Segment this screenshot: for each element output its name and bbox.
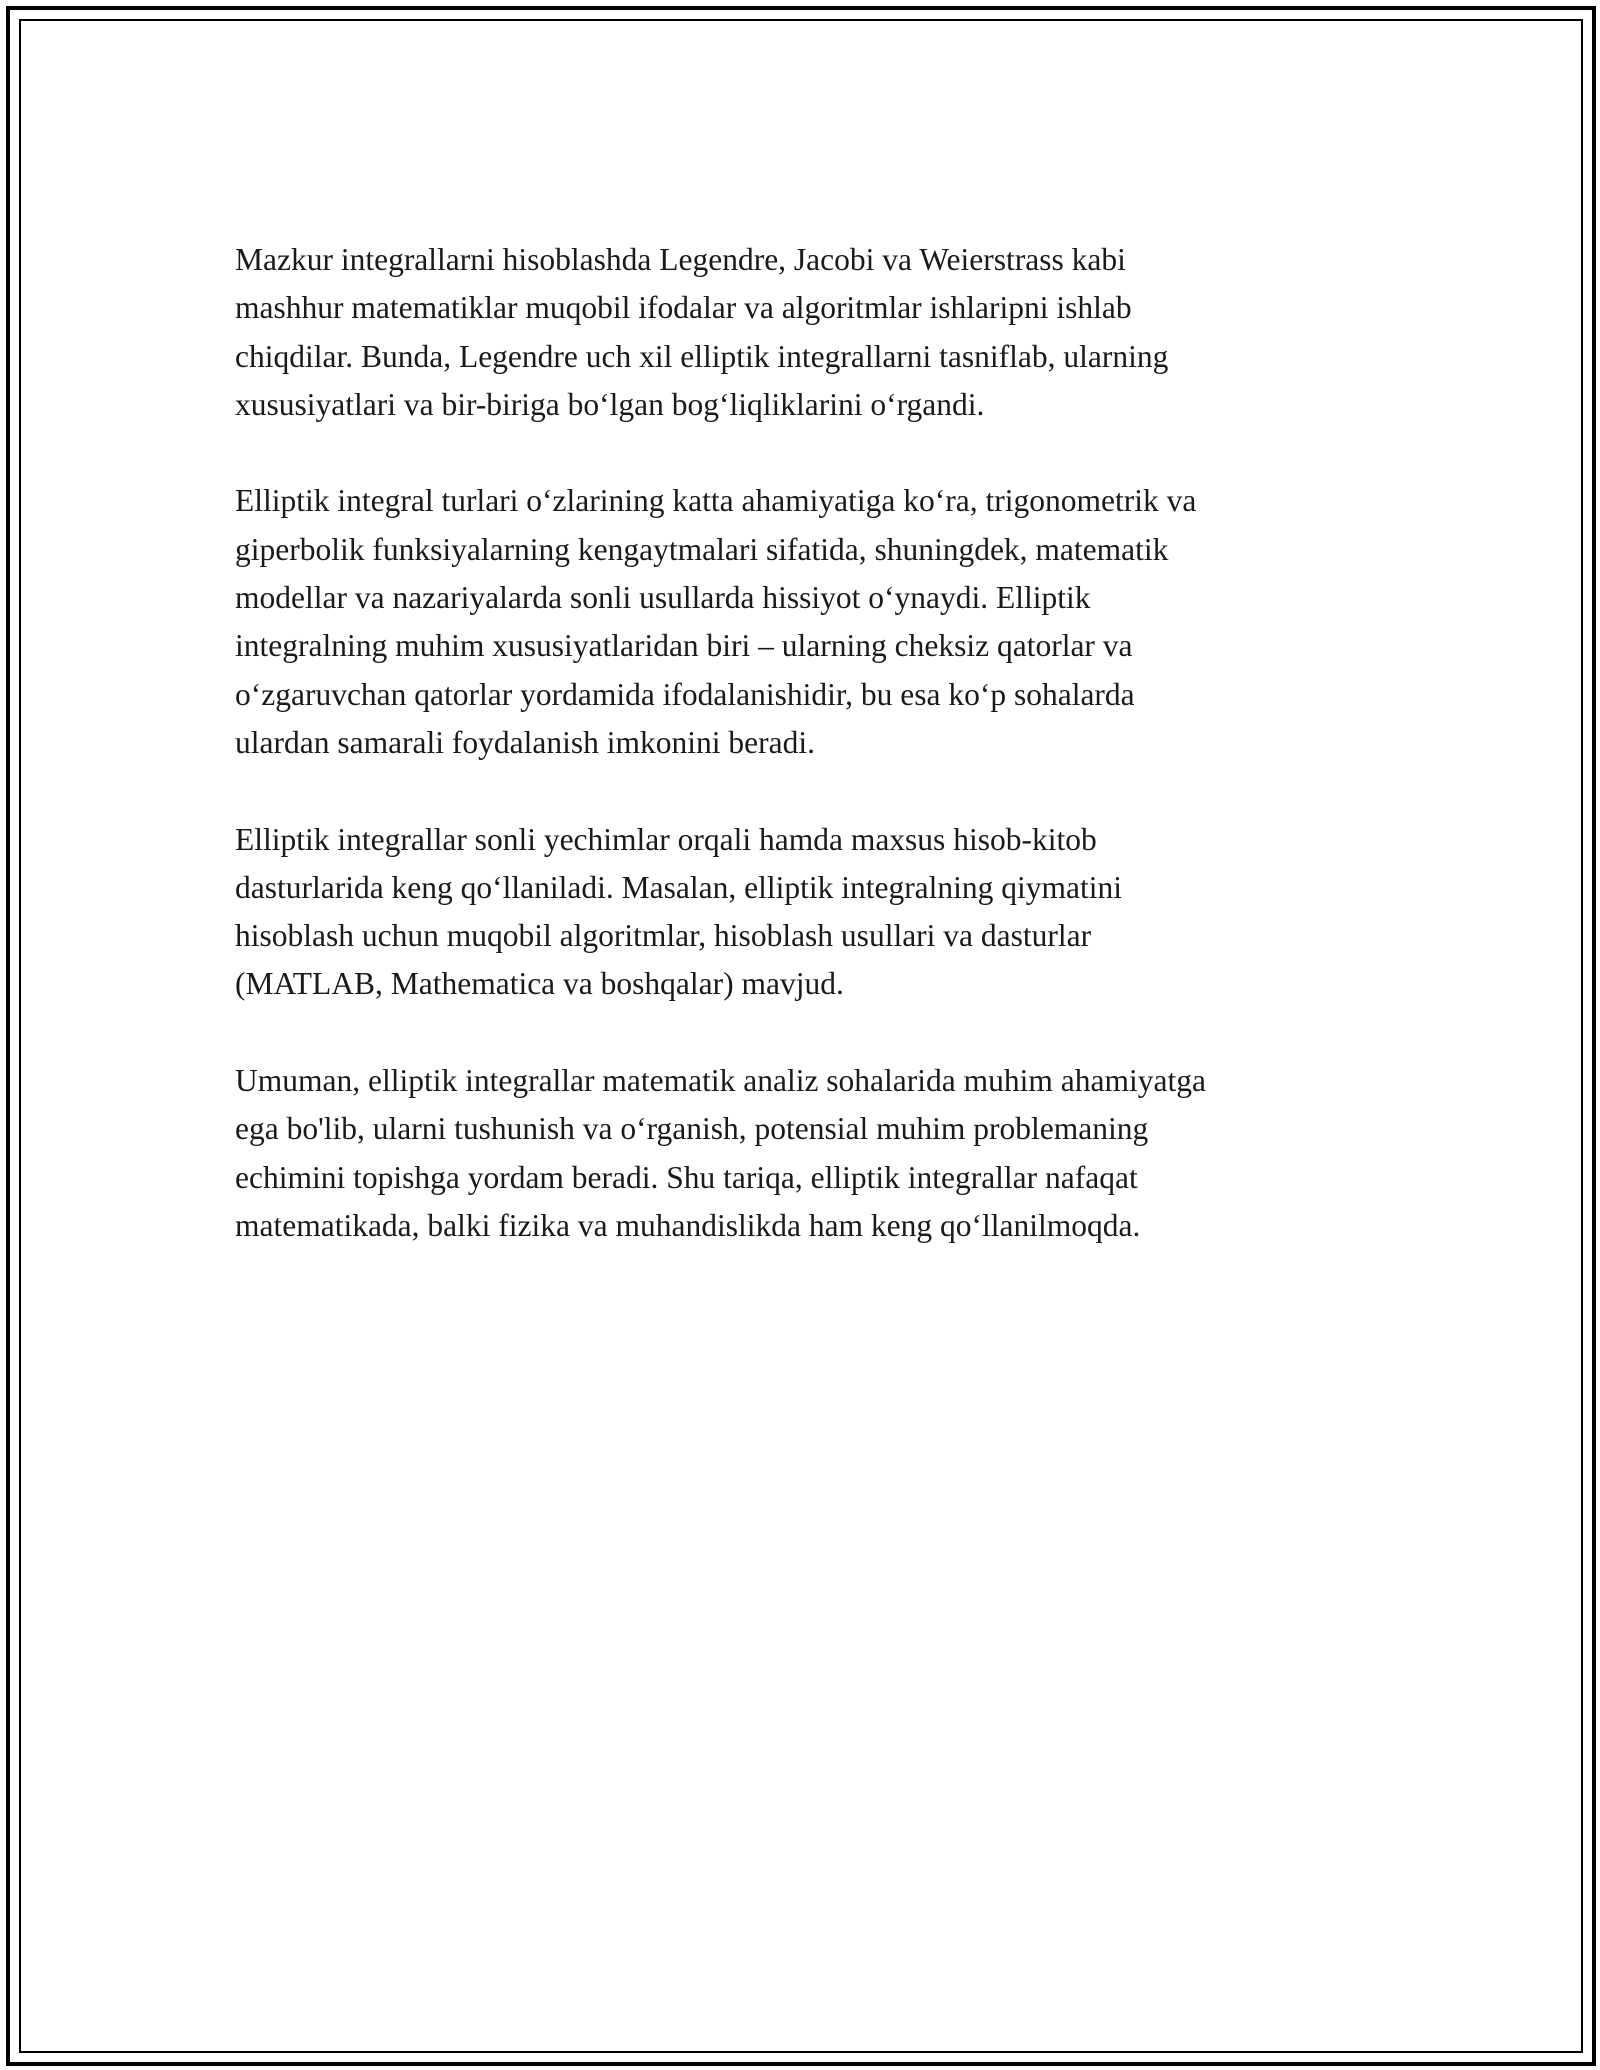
paragraph-line: dasturlarida keng qo‘llaniladi. Masalan, elliptik integralning qiymatini [235,869,1123,905]
paragraph-2 [235,477,1375,767]
paragraph-line: echimini topishga yordam beradi. Shu tariqa, elliptik integrallar nafaqat [235,1159,1138,1195]
paragraph-line: hisoblash uchun muqobil algoritmlar, hisoblash usullari va dasturlar [235,918,1092,954]
paragraph-line: o‘zgaruvchan qatorlar yordamida ifodalanishidir, bu esa ko‘p sohalarda [235,676,1135,712]
paragraph-line: ulardan samarali foydalanish imkonini beradi. [235,724,815,760]
paragraph-line: Umuman, elliptik integrallar matematik analiz sohalarida muhim ahamiyatga [235,1063,1206,1099]
paragraph-line: ega bo'lib, ularni tushunish va o‘rganish, potensial muhim problemaning [235,1111,1149,1147]
paragraph-line: integralning muhim xususiyatlaridan biri – ularning cheksiz qatorlar va [235,628,1133,664]
paragraph-line: modellar va nazariyalarda sonli usullarda hissiyot o‘ynaydi. Elliptik [235,580,1091,616]
paragraph-line: matematikada, balki fizika va muhandislikda ham keng qo‘llanilmoqda. [235,1207,1141,1243]
document-body [235,236,1375,1299]
paragraph-line: mashhur matematiklar muqobil ifodalar va algoritmlar ishlaripni ishlab [235,290,1132,326]
paragraph-line: (MATLAB, Mathematica va boshqalar) mavjud. [235,966,844,1002]
paragraph-3 [235,816,1375,1009]
paragraph-line: Elliptik integral turlari o‘zlarining katta ahamiyatiga ko‘ra, trigonometrik va [235,483,1197,519]
paragraph-1 [235,236,1375,429]
paragraph-line: Elliptik integrallar sonli yechimlar orqali hamda maxsus hisob-kitob [235,821,1097,857]
paragraph-4 [235,1057,1375,1250]
paragraph-line: xususiyatlari va bir-biriga bo‘lgan bog‘liqliklarini o‘rgandi. [235,386,985,422]
paragraph-line: Mazkur integrallarni hisoblashda Legendre, Jacobi va Weierstrass kabi [235,242,1126,277]
paragraph-line: chiqdilar. Bunda, Legendre uch xil elliptik integrallarni tasniflab, ularning [235,338,1169,374]
paragraph-line: giperbolik funksiyalarning kengaytmalari sifatida, shuningdek, matematik [235,531,1169,567]
